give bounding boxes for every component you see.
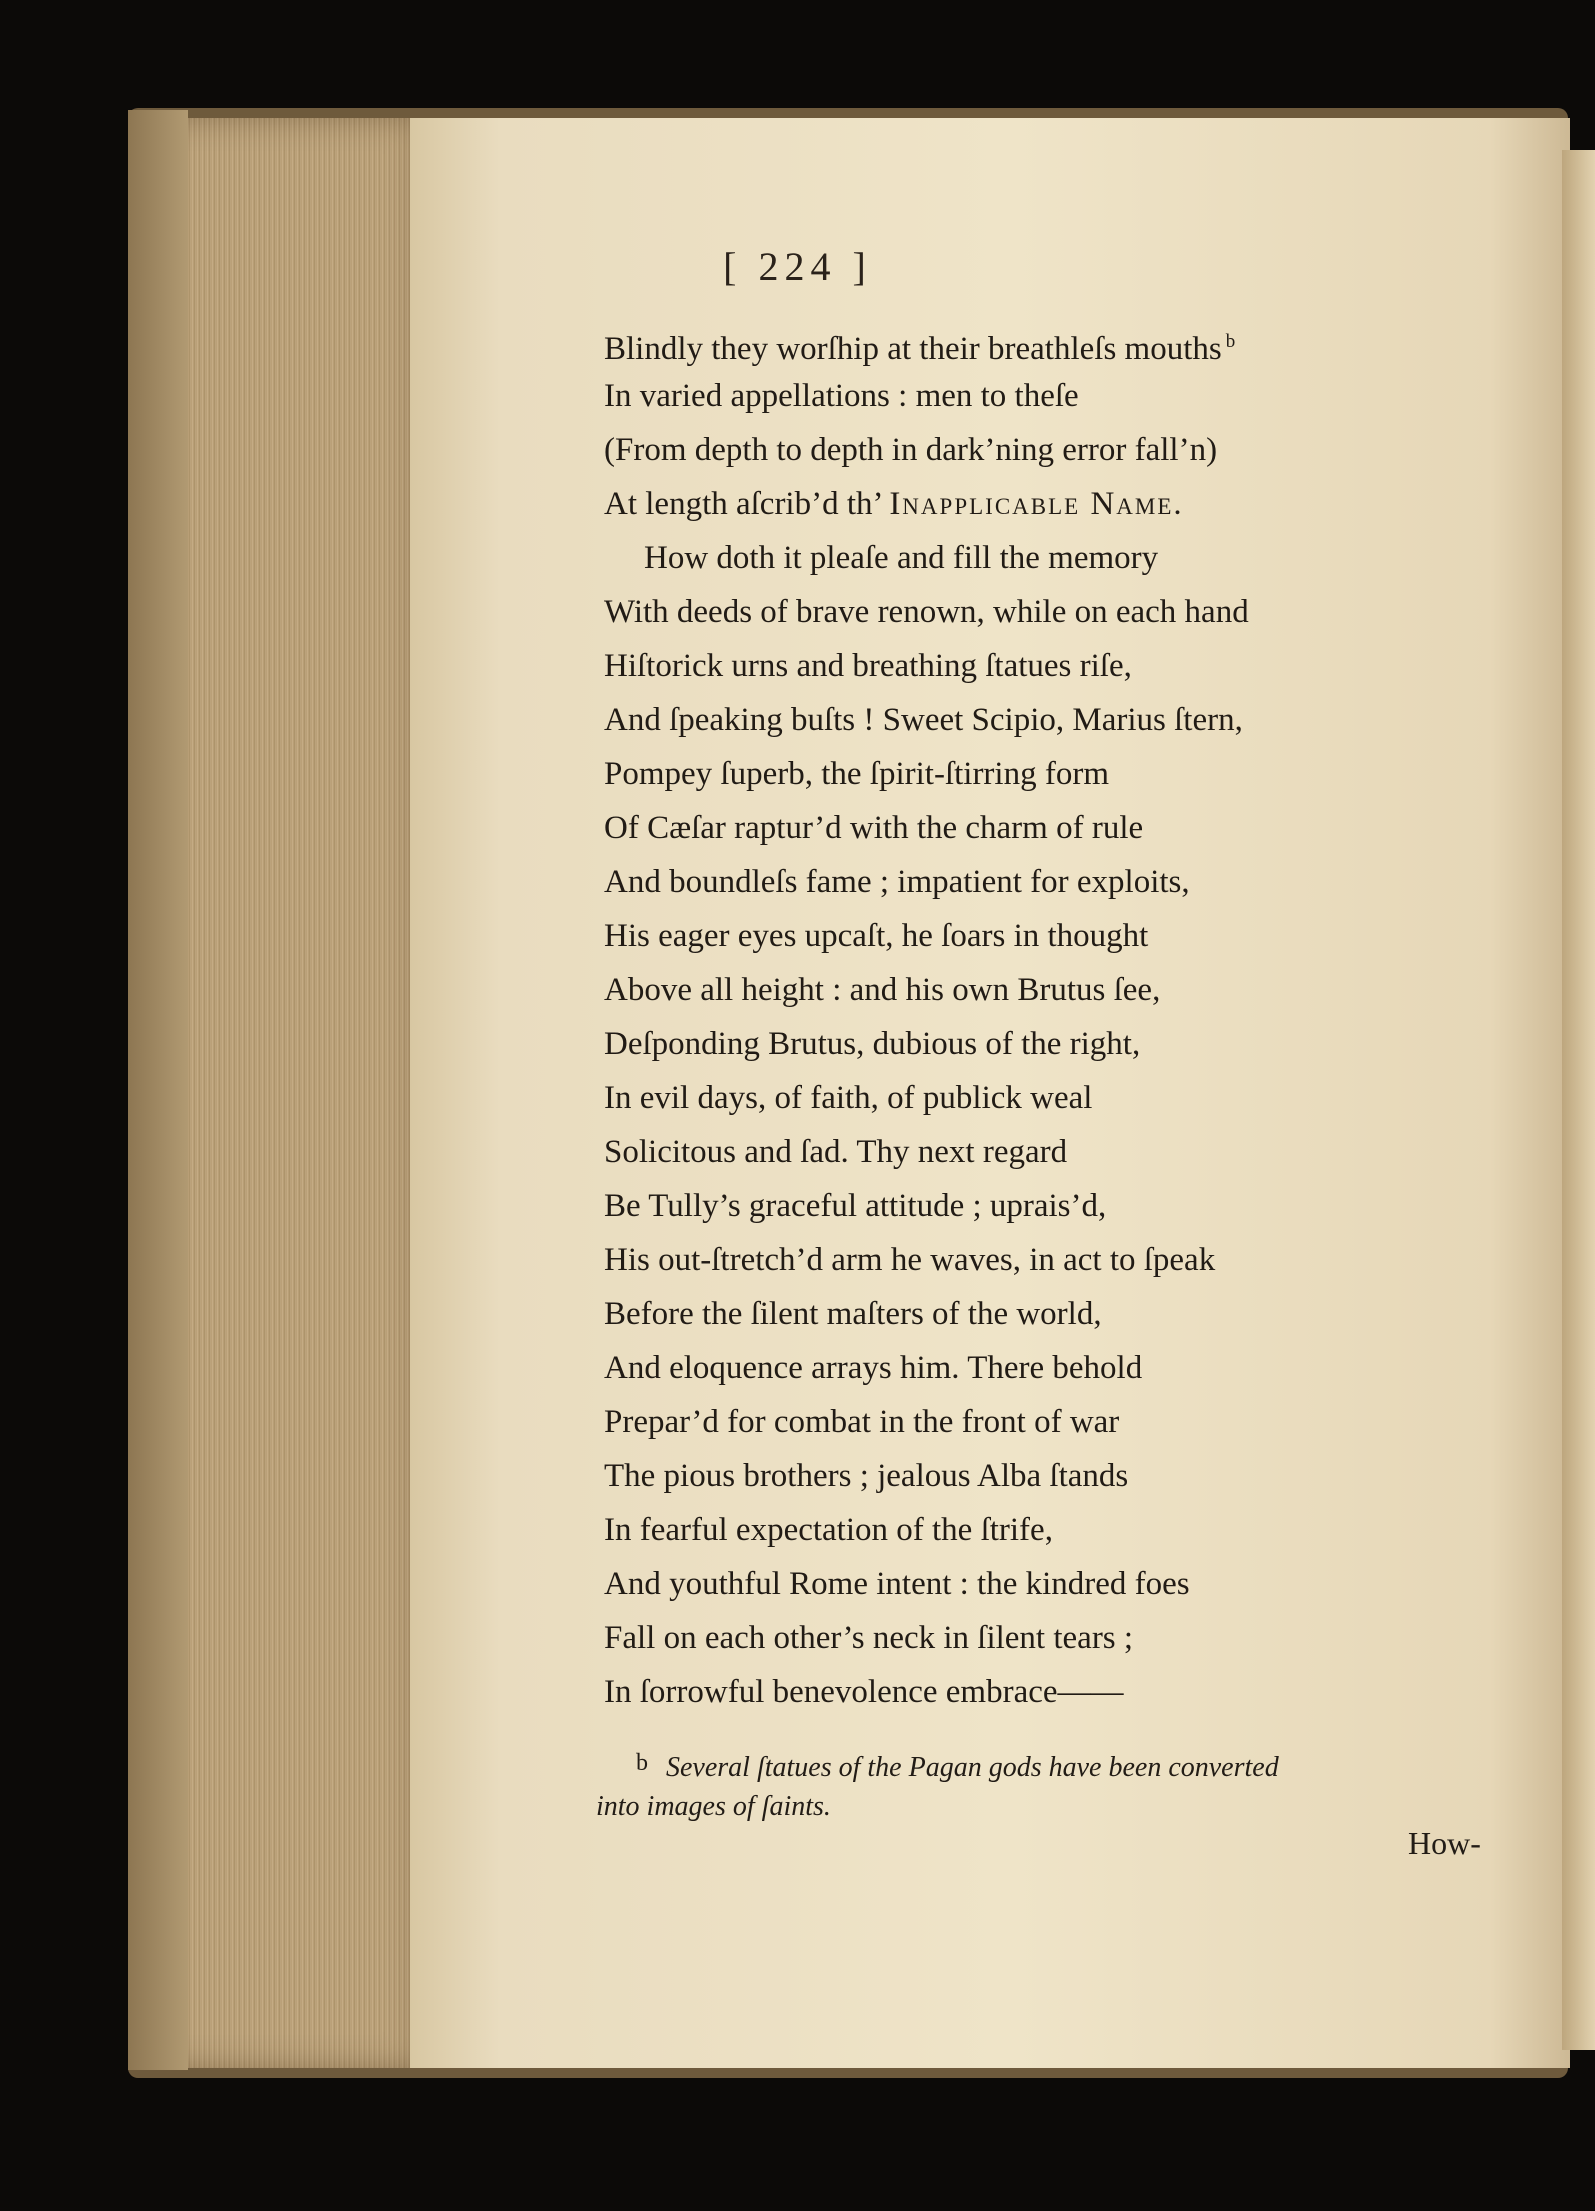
poem-line: Of Cæſar raptur’d with the charm of rule: [604, 810, 1144, 846]
poem-line: Fall on each other’s neck in ſilent tears ;: [604, 1620, 1134, 1656]
footnote-mark: b: [636, 1750, 648, 1776]
footnote-reference: b: [1225, 331, 1236, 352]
poem-line: Pompey ſuperb, the ſpirit-ſtirring form: [604, 756, 1109, 792]
poem-line: And youthful Rome intent : the kindred foes: [604, 1566, 1190, 1602]
poem-line: Deſponding Brutus, dubious of the right,: [604, 1026, 1141, 1062]
page-number: [ 224 ]: [723, 244, 872, 289]
poem-line: Be Tully’s graceful attitude ; uprais’d,: [604, 1188, 1107, 1224]
poem-line: In evil days, of faith, of publick weal: [604, 1080, 1093, 1116]
poem-line: (From depth to depth in dark’ning error fall’n): [604, 432, 1218, 468]
poem-line: Prepar’d for combat in the front of war: [604, 1404, 1120, 1440]
poem-line: And ſpeaking buſts ! Sweet Scipio, Marius ſtern,: [604, 702, 1243, 738]
catchword: How-: [1408, 1825, 1481, 1861]
poem-line: In ſorrowful benevolence embrace——: [604, 1674, 1124, 1710]
footnote-line: [636, 1751, 1279, 1786]
poem-line: [604, 484, 1184, 524]
poem-line: Above all height : and his own Brutus ſee,: [604, 972, 1161, 1008]
poem-line: [604, 322, 1235, 369]
poem-line: His out-ſtretch’d arm he waves, in act to ſpeak: [604, 1242, 1216, 1278]
poem-line: In fearful expectation of the ſtrife,: [604, 1512, 1053, 1548]
poem-line: The pious brothers ; jealous Alba ſtands: [604, 1458, 1129, 1494]
facing-page-edge: [1562, 150, 1595, 2050]
poem-line: Solicitous and ſad. Thy next regard: [604, 1134, 1068, 1170]
footnote-text: Several ſtatues of the Pagan gods have been converted: [666, 1752, 1279, 1783]
poem-line: How doth it pleaſe and fill the memory: [644, 540, 1159, 576]
poem-line: Before the ſilent maſters of the world,: [604, 1296, 1102, 1332]
small-caps-name: Inapplicable Name.: [889, 486, 1184, 522]
poem-line: With deeds of brave renown, while on each hand: [604, 594, 1249, 630]
poem-line: Hiſtorick urns and breathing ſtatues riſe,: [604, 648, 1132, 684]
poem-line-text: At length aſcrib’d th’: [604, 486, 882, 522]
poem-line: And boundleſs fame ; impatient for exploits,: [604, 864, 1190, 900]
poem-line: His eager eyes upcaſt, he ſoars in thought: [604, 918, 1149, 954]
poem-line: In varied appellations : men to theſe: [604, 378, 1079, 414]
poem-line: And eloquence arrays him. There behold: [604, 1350, 1143, 1386]
footnote-line: into images of ſaints.: [596, 1791, 831, 1822]
cover-edge: [128, 110, 188, 2070]
poem-line-text: Blindly they worſhip at their breathleſs mouths: [604, 331, 1222, 367]
